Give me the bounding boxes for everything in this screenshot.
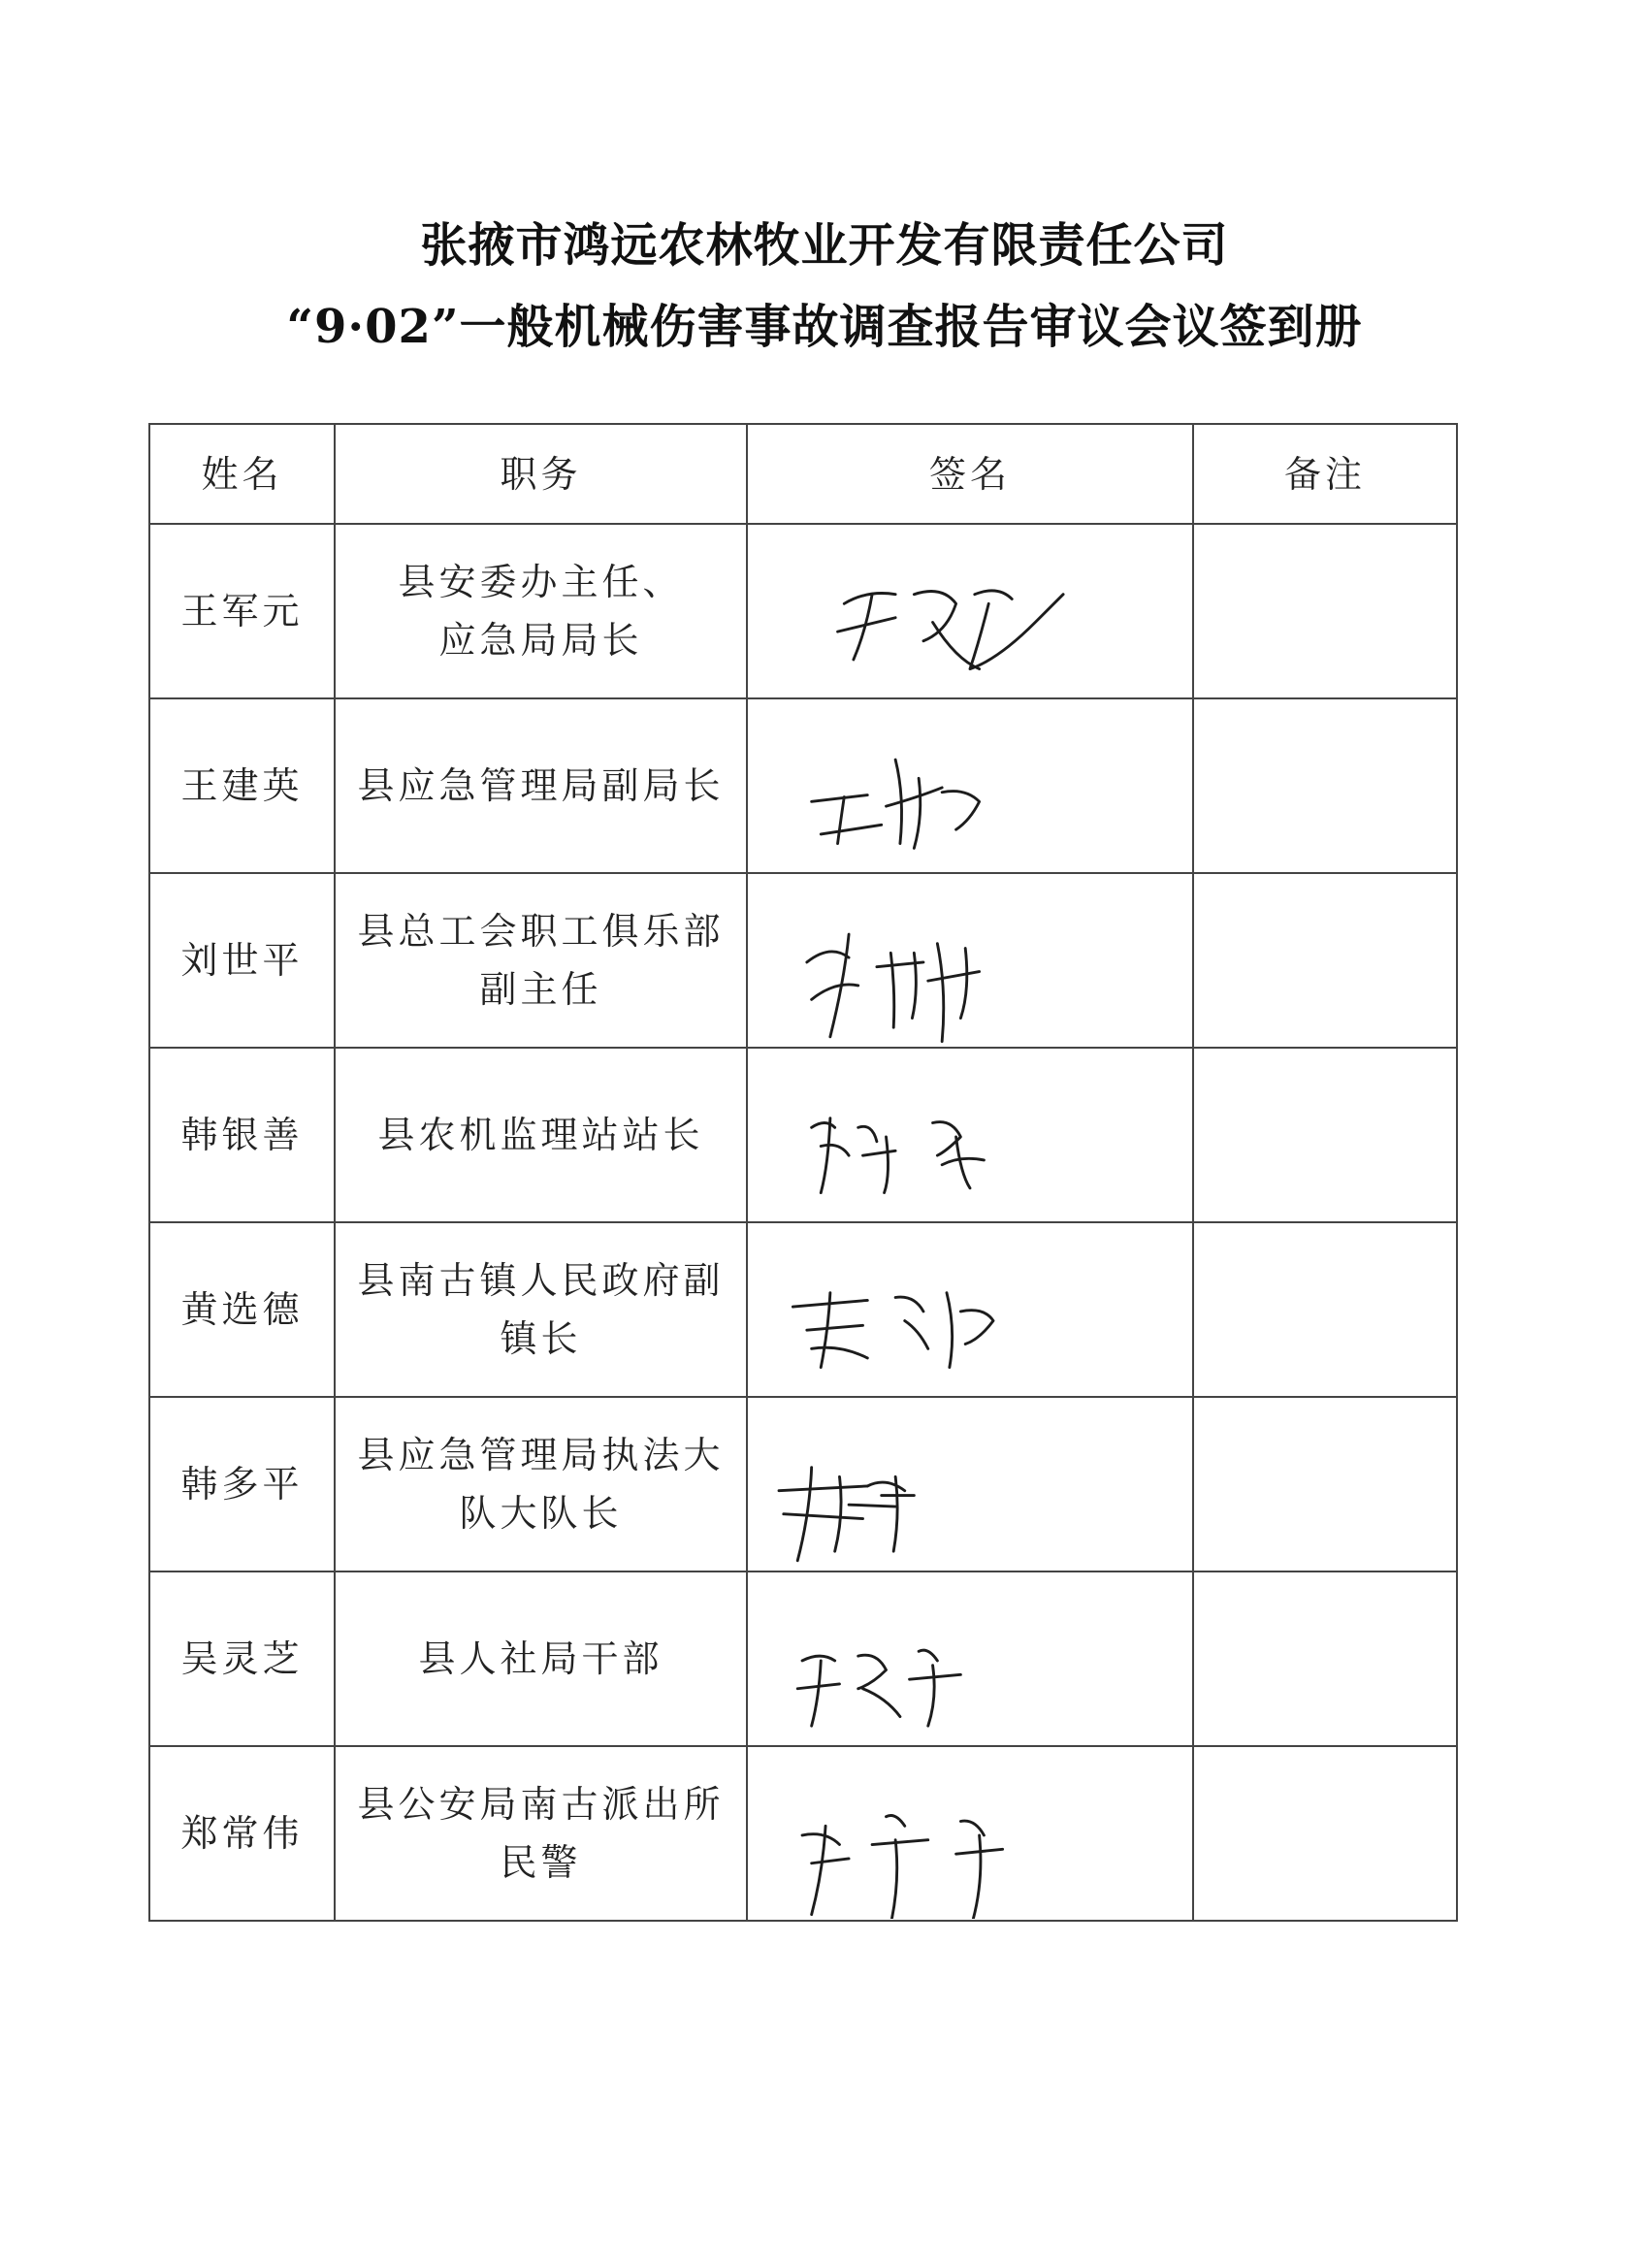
- signature-stroke: [914, 592, 955, 641]
- signature-stroke: [914, 778, 920, 848]
- signature-stroke: [863, 1689, 900, 1717]
- table-body: [149, 524, 1457, 1921]
- cell-remarks: [1193, 1048, 1457, 1222]
- signature-stroke: [867, 1482, 904, 1491]
- signature-stroke: [812, 1123, 835, 1128]
- signature-stroke: [784, 1514, 863, 1519]
- handwritten-signature: [756, 1224, 1184, 1395]
- signature-stroke: [858, 1126, 877, 1141]
- signature-stroke: [937, 944, 943, 1042]
- cell-signature: [747, 1397, 1193, 1571]
- handwritten-signature: [756, 1050, 1184, 1220]
- cell-name: 韩银善: [149, 1048, 335, 1222]
- handwritten-signature: [756, 700, 1184, 871]
- cell-signature: [747, 524, 1193, 698]
- signature-stroke: [863, 1150, 896, 1155]
- header-remarks: 备注: [1193, 424, 1457, 524]
- cell-position: 县应急管理局副局长: [335, 698, 747, 873]
- table-row: [149, 1397, 1457, 1571]
- signature-stroke: [960, 949, 966, 1019]
- signature-stroke: [970, 595, 1063, 669]
- signature-stroke: [812, 1826, 825, 1914]
- sign-in-table: [148, 423, 1458, 1922]
- signature-stroke: [975, 591, 1012, 599]
- signature-stroke: [928, 1666, 934, 1726]
- cell-remarks: [1193, 698, 1457, 873]
- cell-name: 韩多平: [149, 1397, 335, 1571]
- cell-position: 县安委办主任、 应急局局长: [335, 524, 747, 698]
- cell-remarks: [1193, 1222, 1457, 1397]
- table-row: [149, 873, 1457, 1048]
- signature-stroke: [821, 1118, 830, 1193]
- signature-stroke: [812, 985, 858, 999]
- handwritten-signature: [756, 1573, 1184, 1744]
- header-position: 职务: [335, 424, 747, 524]
- cell-name: 王建英: [149, 698, 335, 873]
- signature-stroke: [838, 797, 845, 844]
- table-row: [149, 1222, 1457, 1397]
- header-name: 姓名: [149, 424, 335, 524]
- cell-position: 县总工会职工俱乐部 副主任: [335, 873, 747, 1048]
- signature-stroke: [887, 788, 943, 806]
- cell-position: 县应急管理局执法大 队大队长: [335, 1397, 747, 1571]
- document-title: 张掖市鸿远农林牧业开发有限责任公司: [420, 218, 1229, 273]
- cell-signature: [747, 1048, 1193, 1222]
- table-row: [149, 1746, 1457, 1921]
- cell-remarks: [1193, 1397, 1457, 1571]
- signature-stroke: [960, 1821, 984, 1835]
- cell-name: 刘世平: [149, 873, 335, 1048]
- table-row: [149, 1048, 1457, 1222]
- cell-position: 县人社局干部: [335, 1571, 747, 1746]
- signature-stroke: [812, 1859, 849, 1863]
- handwritten-signature: [756, 875, 1184, 1046]
- cell-signature: [747, 873, 1193, 1048]
- signature-stroke: [893, 1476, 897, 1551]
- signature-stroke: [905, 1321, 928, 1349]
- handwritten-signature: [756, 526, 1184, 697]
- signature-stroke: [956, 1137, 970, 1188]
- cell-name: 黄选德: [149, 1222, 335, 1397]
- cell-position: 县公安局南古派出所 民警: [335, 1746, 747, 1921]
- signature-stroke: [812, 1347, 868, 1358]
- signature-stroke: [887, 1816, 905, 1827]
- cell-remarks: [1193, 873, 1457, 1048]
- signature-stroke: [895, 1297, 923, 1312]
- signature-stroke: [928, 972, 980, 982]
- cell-remarks: [1193, 524, 1457, 698]
- signature-stroke: [849, 1505, 895, 1507]
- signature-stroke: [885, 1137, 889, 1193]
- table-row: [149, 698, 1457, 873]
- signature-stroke: [807, 1325, 863, 1330]
- table-row: [149, 524, 1457, 698]
- signature-stroke: [807, 952, 849, 962]
- cell-remarks: [1193, 1571, 1457, 1746]
- signature-stroke: [972, 1835, 981, 1919]
- document-subtitle: “9·02”一般机械伤害事故调查报告审议会议签到册: [286, 300, 1363, 354]
- cell-name: 王军元: [149, 524, 335, 698]
- table-header-row: [149, 424, 1457, 524]
- signature-stroke: [779, 1486, 867, 1491]
- signature-stroke: [919, 1650, 937, 1661]
- signature-stroke: [942, 1158, 984, 1164]
- signature-stroke: [821, 825, 881, 834]
- table-row: [149, 1571, 1457, 1746]
- cell-signature: [747, 1571, 1193, 1746]
- signature-stroke: [812, 795, 868, 802]
- cell-signature: [747, 1746, 1193, 1921]
- signature-stroke: [960, 1311, 993, 1345]
- signature-stroke: [858, 1655, 887, 1689]
- cell-remarks: [1193, 1746, 1457, 1921]
- cell-name: 吴灵芝: [149, 1571, 335, 1746]
- header-signature: 签名: [747, 424, 1193, 524]
- handwritten-signature: [756, 1399, 1184, 1570]
- handwritten-signature: [756, 1748, 1184, 1919]
- signature-stroke: [872, 1840, 928, 1845]
- cell-signature: [747, 698, 1193, 873]
- cell-signature: [747, 1222, 1193, 1397]
- cell-name: 郑常伟: [149, 1746, 335, 1921]
- signature-stroke: [890, 1840, 896, 1919]
- cell-position: 县南古镇人民政府副 镇长: [335, 1222, 747, 1397]
- signature-stroke: [821, 1145, 849, 1155]
- signature-stroke: [802, 1656, 835, 1661]
- signature-stroke: [802, 1834, 839, 1845]
- signature-stroke: [812, 1661, 822, 1726]
- signature-stroke: [947, 1293, 953, 1368]
- cell-position: 县农机监理站站长: [335, 1048, 747, 1222]
- signature-stroke: [942, 792, 979, 830]
